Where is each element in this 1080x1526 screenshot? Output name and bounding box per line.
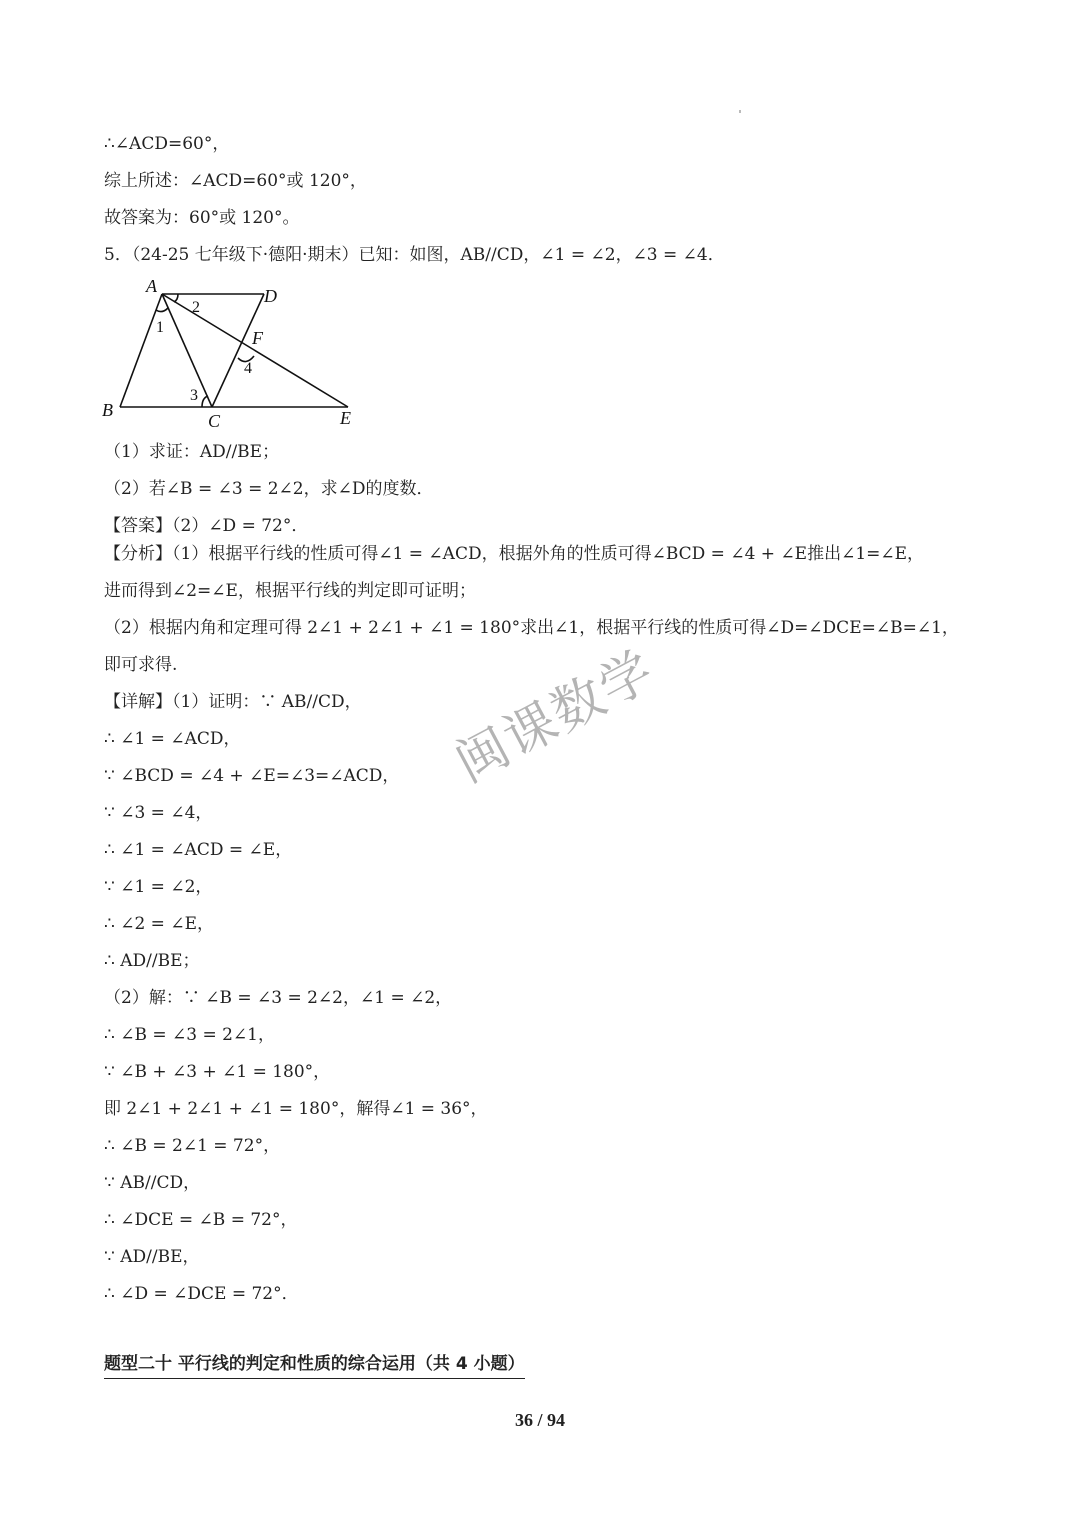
line-2: 综上所述：∠ACD=60°或 120°， <box>104 171 367 191</box>
solution-line-7: ∴ ∠2 = ∠E， <box>104 914 214 934</box>
answer-line: 【答案】（2）∠D = 72°． <box>104 516 309 536</box>
solution-line-3: ∵ ∠BCD = ∠4 + ∠E=∠3=∠ACD， <box>104 766 400 786</box>
point-c-label: C <box>208 411 221 431</box>
stray-mark <box>739 110 741 113</box>
solution-line-10: ∴ ∠B = ∠3 = 2∠1， <box>104 1025 275 1045</box>
analysis-line-4: 即可求得. <box>104 655 178 675</box>
analysis-line-2: 进而得到∠2=∠E，根据平行线的判定即可证明； <box>104 581 476 601</box>
arc-angle-1 <box>156 308 168 312</box>
solution-line-4: ∵ ∠3 = ∠4， <box>104 803 213 823</box>
solution-line-9: （2）解：∵ ∠B = ∠3 = 2∠2，∠1 = ∠2， <box>104 988 453 1008</box>
angle-1-label: 1 <box>156 319 164 336</box>
segment-ac <box>162 294 212 407</box>
angle-3-label: 3 <box>190 387 198 404</box>
solution-line-11: ∵ ∠B + ∠3 + ∠1 = 180°， <box>104 1062 331 1082</box>
segment-ab <box>120 294 162 407</box>
part-1-question: （1）求证：AD//BE； <box>104 442 280 462</box>
line-3: 故答案为：60°或 120°。 <box>104 208 300 228</box>
solution-line-12: 即 2∠1 + 2∠1 + ∠1 = 180°，解得∠1 = 36°， <box>104 1099 488 1119</box>
analysis-line-1: 【分析】（1）根据平行线的性质可得∠1 = ∠ACD，根据外角的性质可得∠BCD = ∠4 + ∠E推出∠1=∠E， <box>104 544 925 564</box>
arc-angle-2 <box>174 294 178 302</box>
point-e-label: E <box>340 408 351 428</box>
angle-4-label: 4 <box>244 360 252 377</box>
part-2-question: （2）若∠B = ∠3 = 2∠2，求∠D的度数． <box>104 479 434 499</box>
point-d-label: D <box>264 286 277 306</box>
line-1: ∴∠ACD=60°， <box>104 134 230 154</box>
solution-line-16: ∵ AD//BE， <box>104 1247 200 1267</box>
solution-line-14: ∵ AB//CD， <box>104 1173 201 1193</box>
solution-line-1: 【详解】（1）证明：∵ AB//CD， <box>104 692 362 712</box>
solution-line-17: ∴ ∠D = ∠DCE = 72°． <box>104 1284 299 1304</box>
solution-line-8: ∴ AD//BE； <box>104 951 200 971</box>
analysis-line-3: （2）根据内角和定理可得 2∠1 + 2∠1 + ∠1 = 180°求出∠1，根据平行线的性质可得∠D=∠DCE=∠B=∠1， <box>104 618 959 638</box>
question-5-heading: 5．（24-25 七年级下·德阳·期末）已知：如图，AB//CD，∠1 = ∠2，∠3 = ∠4． <box>104 245 725 265</box>
angle-2-label: 2 <box>192 299 200 316</box>
section-title: 题型二十 平行线的判定和性质的综合运用（共 4 小题） <box>104 1353 525 1379</box>
geometry-figure <box>100 276 370 431</box>
solution-line-2: ∴ ∠1 = ∠ACD， <box>104 729 241 749</box>
solution-line-5: ∴ ∠1 = ∠ACD = ∠E， <box>104 840 293 860</box>
page-number: 36 / 94 <box>514 1410 565 1430</box>
point-f-label: F <box>252 328 263 348</box>
solution-line-13: ∴ ∠B = 2∠1 = 72°， <box>104 1136 281 1156</box>
solution-line-6: ∵ ∠1 = ∠2， <box>104 877 213 897</box>
point-a-label: A <box>146 276 157 296</box>
point-b-label: B <box>102 400 113 420</box>
watermark: 闽课数学 <box>446 640 666 795</box>
solution-line-15: ∴ ∠DCE = ∠B = 72°， <box>104 1210 298 1230</box>
